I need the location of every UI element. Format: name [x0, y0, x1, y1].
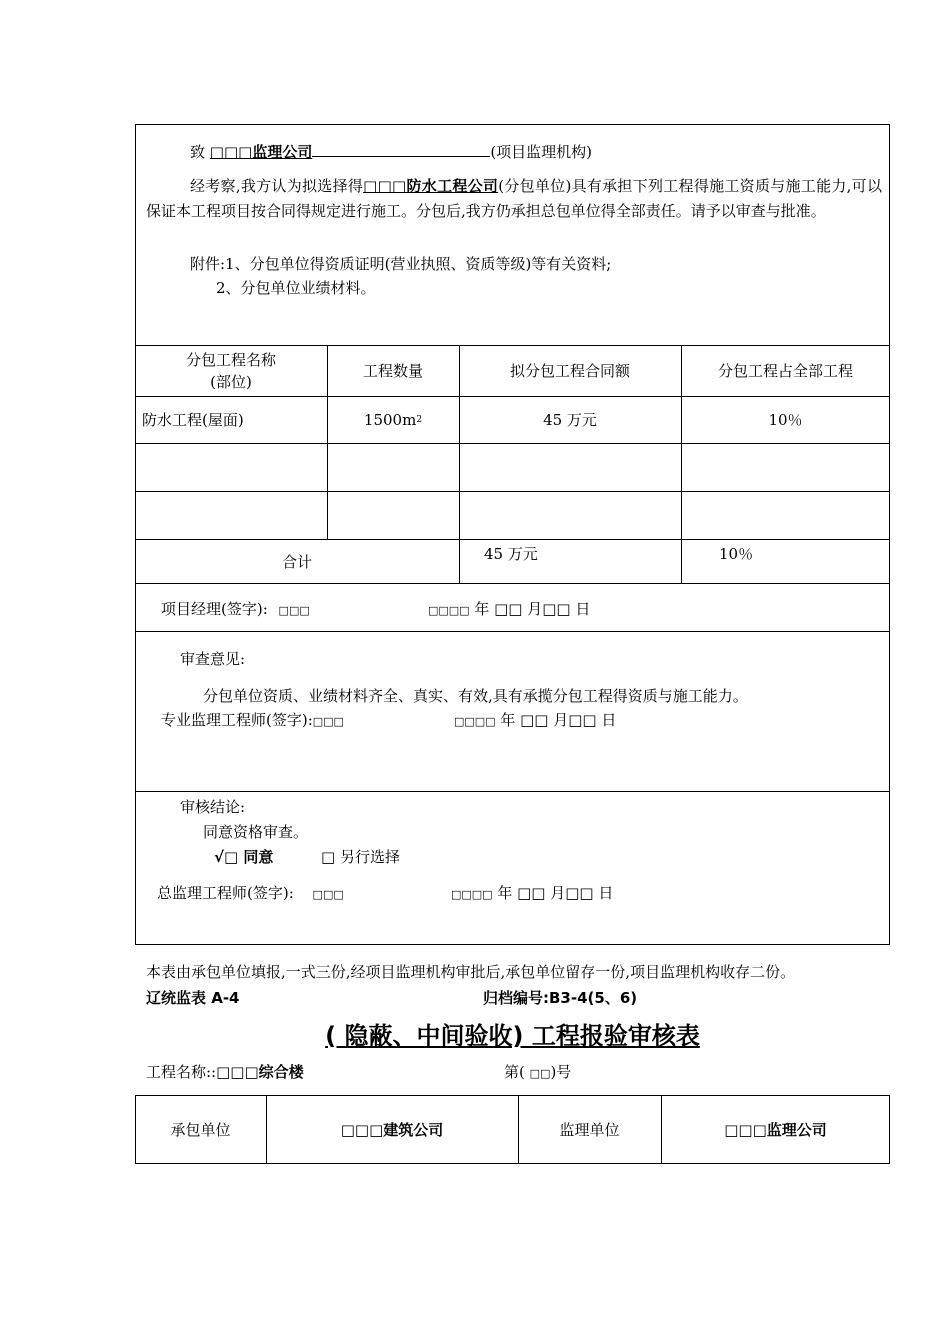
conclusion-label: 审核结论:: [180, 798, 246, 816]
header-name-line1: 分包工程名称: [185, 350, 276, 369]
row1-qty-value: 1500m: [363, 410, 417, 429]
archive-number: 归档编号:B3-4(5、6): [483, 989, 638, 1007]
pm-sign-label: 项目经理(签字):: [161, 600, 268, 618]
row1-percent: 10％: [768, 410, 803, 429]
pm-date: [428, 598, 590, 619]
header-percent: 分包工程占全部工程: [717, 361, 853, 380]
footer-note: 本表由承包单位填报,一式三份,经项目监理机构审批后,承包单位留存一份,项目监理机构收存二份。: [146, 963, 796, 981]
addressee-suffix: (项目监理机构): [490, 143, 593, 161]
form-no-suffix: )号: [550, 1063, 572, 1081]
conclusion-text: 同意资格审查。: [203, 823, 309, 841]
review-rule: [135, 791, 890, 792]
total-percent: 10％: [719, 545, 754, 563]
form-title: ( 隐蔽、中间验收) 工程报验审核表: [325, 1022, 700, 1050]
letter-text-a: 经考察,我方认为拟选择得: [190, 177, 364, 195]
chief-date: [451, 882, 613, 903]
addressee-org: □□□监理公司: [209, 143, 313, 161]
review-date: [454, 709, 616, 730]
header-quantity: 工程数量: [362, 361, 423, 380]
row1-amount: 45 万元: [543, 410, 597, 429]
review-year-blank: □□□□: [454, 715, 496, 728]
chief-date-text: 年 □□ 月□□ 日: [497, 884, 614, 902]
review-sign-label: 专业监理工程师(签字):: [161, 711, 313, 729]
header-name: [135, 345, 327, 396]
chief-sign-line: [157, 882, 344, 903]
pm-sign-line: [161, 598, 310, 619]
total-rule: [135, 583, 890, 584]
form-no-value: □□: [529, 1067, 551, 1080]
row1-qty-unit-sup: 2: [416, 414, 423, 425]
header-name-line2: (部位): [210, 372, 252, 391]
chief-year-blank: □□□□: [451, 888, 493, 901]
to-prefix: 致: [190, 143, 206, 161]
addressee-line: [190, 141, 592, 162]
attachment-2: 2、分包单位业绩材料。: [216, 279, 376, 297]
row1-rule: [135, 443, 890, 444]
addressee-blank: [312, 141, 490, 157]
pm-signature: □□□: [278, 604, 310, 617]
project-value: □□□综合楼: [216, 1063, 304, 1081]
contractor-value: □□□建筑公司: [340, 1120, 444, 1139]
header-amount: 拟分包工程合同额: [509, 361, 630, 380]
project-name-line: [146, 1061, 304, 1082]
letter-text-b: (分包单位)具有承担下列工程得施工资质与施工能力,可以保证本工程项目按合同得规定进行施工。分包后,我方仍承担总包单位得全部责任。请予以审查与批准。: [146, 177, 882, 220]
supervisor-value: □□□监理公司: [724, 1120, 827, 1139]
agree-option[interactable]: √□ 同意: [214, 848, 274, 866]
subcontractor-org: □□□防水工程公司: [363, 177, 499, 195]
review-label: 审查意见:: [180, 650, 246, 668]
review-signature: □□□: [312, 715, 344, 728]
attachment-1: 附件:1、分包单位得资质证明(营业执照、资质等级)等有关资料;: [190, 255, 612, 273]
reselect-option[interactable]: □ 另行选择: [321, 848, 400, 866]
pm-date-text: 年 □□ 月□□ 日: [474, 600, 591, 618]
letter-paragraph: [146, 174, 882, 224]
review-sign-line: [161, 709, 344, 730]
form-number-line: [504, 1061, 571, 1082]
pm-rule: [135, 631, 890, 632]
total-label: 合计: [281, 553, 312, 571]
row1-quantity: [327, 396, 459, 443]
supervisor-label: 监理单位: [559, 1120, 620, 1139]
review-text: 分包单位资质、业绩材料齐全、真实、有效,具有承揽分包工程得资质与施工能力。: [203, 687, 748, 705]
project-label: 工程名称::: [146, 1063, 217, 1081]
review-date-text: 年 □□ 月□□ 日: [500, 711, 617, 729]
total-amount: 45 万元: [484, 545, 538, 563]
row3-rule: [135, 539, 890, 540]
contractor-label: 承包单位: [170, 1120, 231, 1139]
chief-sign-label: 总监理工程师(签字):: [157, 884, 294, 902]
form-code: 辽统监表 A-4: [146, 989, 240, 1007]
row1-name: 防水工程(屋面): [142, 410, 244, 429]
pm-year-blank: □□□□: [428, 604, 470, 617]
form-no-prefix: 第(: [504, 1063, 525, 1081]
chief-signature: □□□: [312, 888, 344, 901]
row2-rule: [135, 491, 890, 492]
